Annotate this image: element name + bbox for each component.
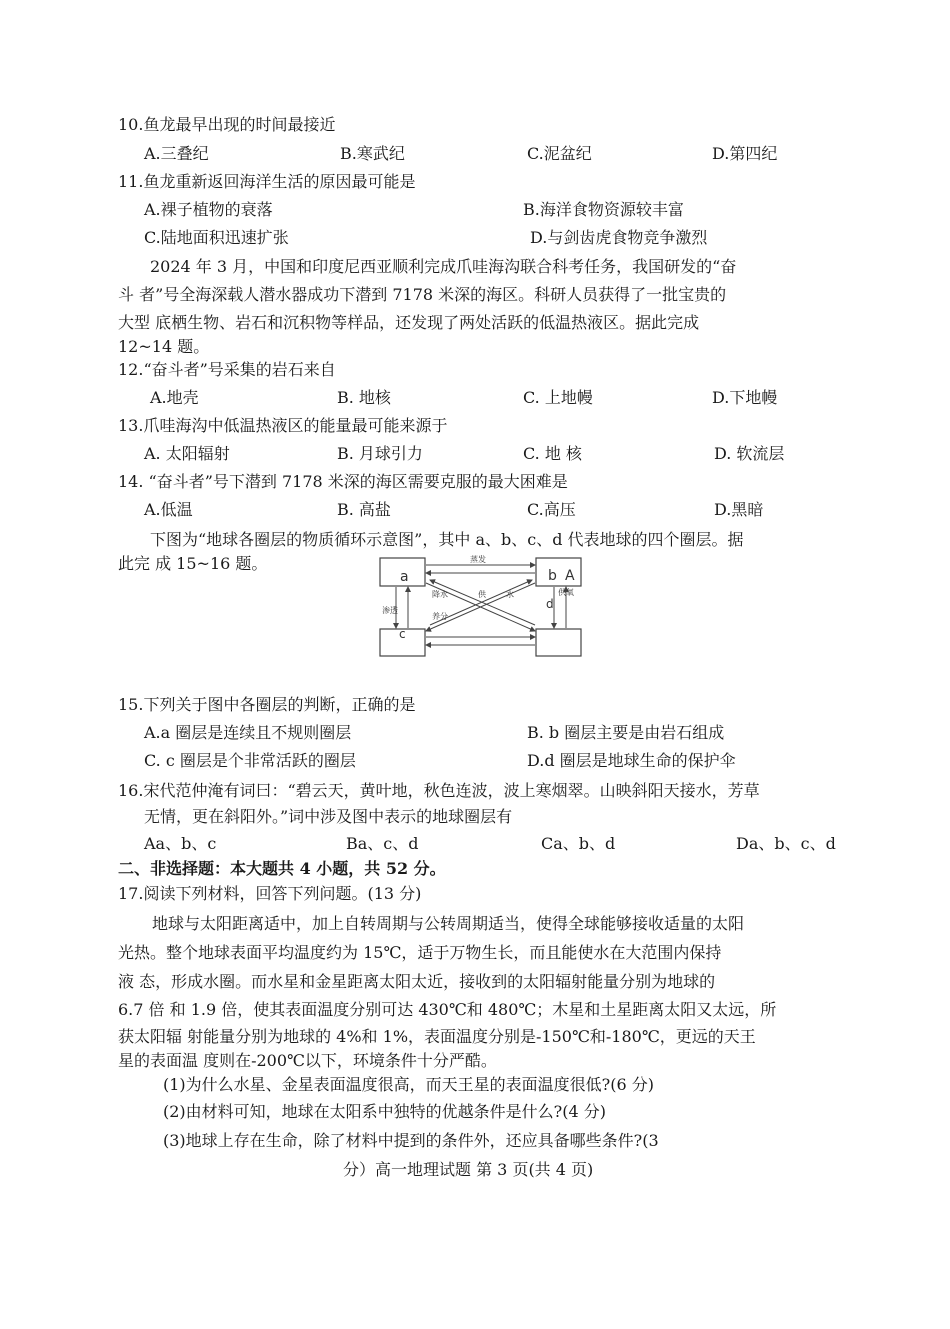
- q10-option-d: D.第四纪: [712, 144, 778, 163]
- label-infiltration: 渗透: [382, 606, 398, 615]
- q15-option-b: B. b 圈层主要是由岩石组成: [527, 723, 725, 742]
- q16-stem-line2: 无情，更在斜阳外。”词中涉及图中表示的地球圈层有: [144, 807, 513, 826]
- q17-material-line2: 光热。整个地球表面平均温度约为 15℃，适于万物生长，而且能使水在大范围内保持: [118, 943, 722, 962]
- q11-option-d: D.与剑齿虎食物竞争激烈: [530, 228, 708, 247]
- q10-option-a: A.三叠纪: [144, 144, 209, 163]
- section2-title: 二、非选择题：本大题共 4 小题，共 52 分。: [118, 859, 446, 878]
- q11-stem: 11.鱼龙重新返回海洋生活的原因最可能是: [118, 172, 416, 191]
- q13-option-a: A. 太阳辐射: [144, 444, 230, 463]
- q17-sub2: (2)由材料可知，地球在太阳系中独特的优越条件是什么?(4 分): [163, 1102, 606, 1121]
- passage1-line4: 12~14 题。: [118, 337, 210, 356]
- passage1-line2: 斗 者”号全海深载人潜水器成功下潜到 7178 米深的海区。科研人员获得了一批宝贵的: [118, 285, 727, 304]
- q10-stem: 10.鱼龙最早出现的时间最接近: [118, 115, 336, 134]
- q17-sub3: (3)地球上存在生命，除了材料中提到的条件外，还应具备哪些条件?(3: [163, 1131, 659, 1150]
- q14-option-b: B. 高盐: [337, 500, 391, 519]
- passage2-line1: 下图为“地球各圈层的物质循环示意图”，其中 a、b、c、d 代表地球的四个圈层。据: [150, 530, 744, 549]
- q15-option-c: C. c 圈层是个非常活跃的圈层: [144, 751, 356, 770]
- q17-material-line5: 获太阳辐 射能量分别为地球的 4%和 1%，表面温度分别是-150℃和-180℃，更远的天王: [118, 1027, 756, 1046]
- box-d: [536, 629, 581, 656]
- label-A: A: [565, 568, 575, 584]
- q11-option-b: B.海洋食物资源较丰富: [523, 200, 684, 219]
- q15-stem: 15.下列关于图中各圈层的判断，正确的是: [118, 695, 416, 714]
- page-footer: 分）高一地理试题 第 3 页(共 4 页): [343, 1160, 594, 1179]
- q13-option-c: C. 地 核: [523, 444, 582, 463]
- label-b: b: [548, 568, 557, 584]
- q10-option-b: B.寒武纪: [340, 144, 405, 163]
- q12-option-b: B. 地核: [337, 388, 391, 407]
- passage1-line1: 2024 年 3 月，中国和印度尼西亚顺利完成爪哇海沟联合科考任务，我国研发的“奋: [150, 257, 737, 276]
- q14-option-c: C.高压: [527, 500, 576, 519]
- q14-stem: 14. “奋斗者”号下潜到 7178 米深的海区需要克服的最大困难是: [118, 472, 568, 491]
- q17-stem: 17.阅读下列材料，回答下列问题。(13 分): [118, 884, 422, 903]
- passage2-line2: 此完 成 15~16 题。: [118, 554, 268, 573]
- q12-option-c: C. 上地幔: [523, 388, 593, 407]
- label-precipitation: 降水: [432, 590, 448, 599]
- q15-option-d: D.d 圈层是地球生命的保护伞: [527, 751, 736, 770]
- q11-option-a: A.裸子植物的衰落: [144, 200, 273, 219]
- earth-spheres-cycle-diagram: [378, 553, 583, 659]
- q17-material-line1: 地球与太阳距离适中，加上自转周期与公转周期适当，使得全球能够接收适量的太阳: [152, 914, 745, 933]
- label-c: c: [399, 627, 406, 641]
- q10-option-c: C.泥盆纪: [527, 144, 592, 163]
- q12-stem: 12.“奋斗者”号采集的岩石来自: [118, 360, 336, 379]
- q13-option-b: B. 月球引力: [337, 444, 423, 463]
- q16-option-c: Ca、b、d: [541, 834, 616, 853]
- q14-option-a: A.低温: [144, 500, 193, 519]
- q14-option-d: D.黑暗: [714, 500, 764, 519]
- q13-stem: 13.爪哇海沟中低温热液区的能量最可能来源于: [118, 416, 448, 435]
- label-water: 水: [506, 590, 514, 599]
- q16-option-d: Da、b、c、d: [736, 834, 836, 853]
- label-nutrients: 养分: [432, 612, 448, 621]
- q17-sub1: (1)为什么水星、金星表面温度很高，而天王星的表面温度很低?(6 分): [163, 1075, 654, 1094]
- label-supply: 供: [478, 590, 486, 599]
- label-evaporation: 蒸发: [470, 555, 486, 564]
- q16-option-a: Aa、b、c: [144, 834, 217, 853]
- q13-option-d: D. 软流层: [714, 444, 785, 463]
- q15-option-a: A.a 圈层是连续且不规则圈层: [144, 723, 352, 742]
- label-a: a: [400, 569, 409, 585]
- q11-option-c: C.陆地面积迅速扩张: [144, 228, 289, 247]
- q12-option-a: A.地壳: [150, 388, 199, 407]
- label-oxygen: 供氧: [558, 588, 574, 597]
- q16-option-b: Ba、c、d: [346, 834, 419, 853]
- q17-material-line4: 6.7 倍 和 1.9 倍，使其表面温度分别可达 430℃和 480℃；木星和土星距离太阳又太远，所: [118, 1000, 777, 1019]
- q12-option-d: D.下地幔: [712, 388, 778, 407]
- q16-stem-line1: 16.宋代范仲淹有词曰：“碧云天，黄叶地，秋色连波，波上寒烟翠。山映斜阳天接水，芳草: [118, 781, 760, 800]
- passage1-line3: 大型 底栖生物、岩石和沉积物等样品，还发现了两处活跃的低温热液区。据此完成: [118, 313, 700, 332]
- q17-material-line6: 星的表面温 度则在-200℃以下，环境条件十分严酷。: [118, 1051, 497, 1070]
- q17-material-line3: 液 态，形成水圈。而水星和金星距离太阳太近，接收到的太阳辐射能量分别为地球的: [118, 972, 716, 991]
- label-d: d: [546, 597, 554, 611]
